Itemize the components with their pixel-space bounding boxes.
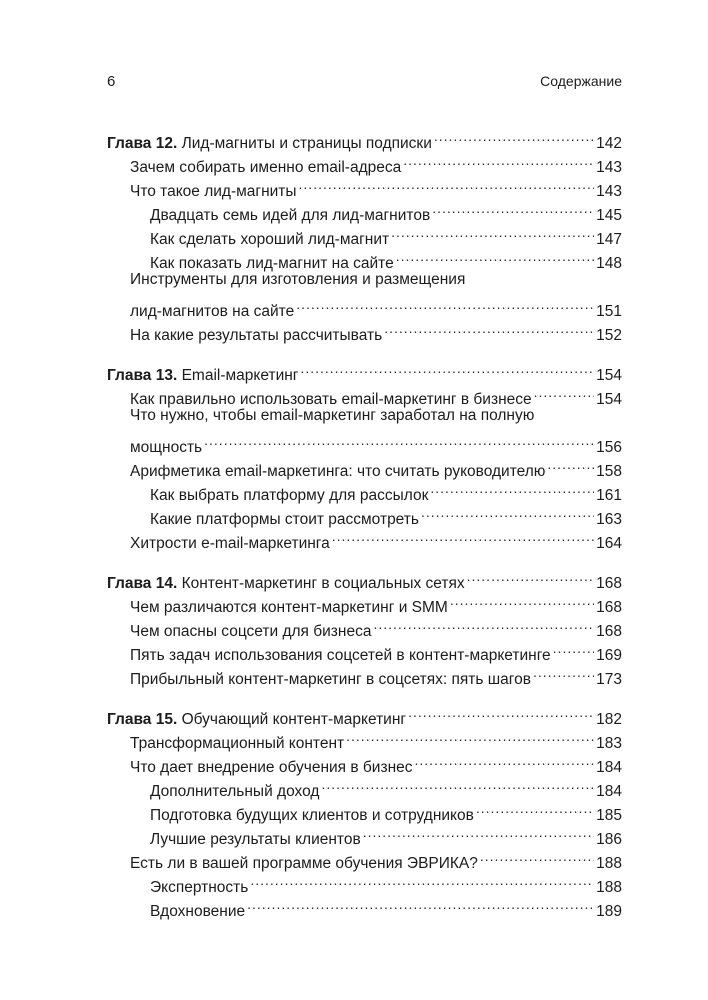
entry-title: Дополнительный доход: [150, 783, 320, 800]
toc-entry[interactable]: [107, 196, 622, 224]
toc-entry[interactable]: [107, 220, 622, 248]
dot-leader: [391, 220, 594, 244]
entry-title: Двадцать семь идей для лид-магнитов: [150, 207, 431, 224]
entry-page-number: 184: [596, 783, 622, 800]
chapter-label: Глава 13.: [107, 367, 178, 384]
entry-title: Есть ли в вашей программе обучения ЭВРИКА?: [130, 855, 478, 872]
toc-entry[interactable]: [107, 868, 622, 896]
dot-leader: [204, 428, 594, 452]
entry-page-number: 168: [596, 623, 622, 640]
entry-page-number: 143: [596, 159, 622, 176]
toc-entry[interactable]: [107, 148, 622, 176]
dot-leader: [434, 124, 594, 148]
dot-leader: [250, 868, 594, 892]
toc-chapter: [107, 124, 622, 344]
chapter-title: Лид-магниты и страницы подписки: [177, 135, 432, 152]
toc-entry[interactable]: [107, 380, 622, 408]
entry-title: Пять задач использования соцсетей в контент-маркетинге: [130, 647, 551, 664]
page-header: [107, 73, 622, 95]
dot-leader: [476, 796, 594, 820]
toc-chapter-heading[interactable]: [107, 356, 622, 384]
toc-entry[interactable]: [107, 524, 622, 552]
entry-page-number: 189: [596, 903, 622, 920]
entry-title: Зачем собирать именно email-адреса: [130, 159, 402, 176]
toc-chapter-heading[interactable]: [107, 564, 622, 592]
entry-page-number: 148: [596, 255, 622, 272]
toc-chapter: [107, 356, 622, 552]
entry-title: мощность: [130, 439, 203, 456]
entry-page-number: 188: [596, 879, 622, 896]
entry-title: Трансформационный контент: [130, 735, 345, 752]
entry-page-number: 147: [596, 231, 622, 248]
toc-entry[interactable]: [107, 452, 622, 480]
dot-leader: [547, 452, 594, 476]
dot-leader: [534, 380, 594, 404]
entry-title: Лучшие результаты клиентов: [150, 831, 361, 848]
toc-entry[interactable]: [107, 844, 622, 872]
entry-title: Что дает внедрение обучения в бизнес: [130, 759, 413, 776]
entry-title: Прибыльный контент-маркетинг в соцсетях: пять шагов: [130, 671, 531, 688]
toc-entry[interactable]: [107, 404, 622, 456]
chapter-title: Контент-маркетинг в социальных сетях: [177, 575, 465, 592]
chapter-title: Email-маркетинг: [177, 367, 299, 384]
dot-leader: [346, 724, 594, 748]
entry-title-line1: Инструменты для изготовления и размещения: [130, 271, 466, 288]
toc-entry[interactable]: [107, 316, 622, 344]
entry-title: Как правильно использовать email-маркетинг в бизнесе: [130, 391, 532, 408]
entry-page-number: 143: [596, 183, 622, 200]
toc-entry[interactable]: [107, 612, 622, 640]
entry-title: Хитрости e-mail-маркетинга: [130, 535, 330, 552]
entry-page-number: 152: [596, 327, 622, 344]
entry-page-number: 169: [596, 647, 622, 664]
entry-page-number: 158: [596, 463, 622, 480]
dot-leader: [450, 588, 594, 612]
entry-title: Как сделать хороший лид-магнит: [150, 231, 390, 248]
toc-entry[interactable]: [107, 772, 622, 800]
chapter-label: Глава 14.: [107, 575, 178, 592]
dot-leader: [408, 700, 594, 724]
dot-leader: [384, 316, 594, 340]
entry-page-number: 151: [596, 303, 622, 320]
dot-leader: [415, 748, 595, 772]
toc-chapter-heading[interactable]: [107, 700, 622, 728]
dot-leader: [247, 892, 594, 916]
entry-page-number: 161: [596, 487, 622, 504]
chapter-page-number: 168: [596, 575, 622, 592]
dot-leader: [421, 500, 594, 524]
toc-entry[interactable]: [107, 724, 622, 752]
dot-leader: [480, 844, 594, 868]
toc-entry[interactable]: [107, 748, 622, 776]
dot-leader: [467, 564, 594, 588]
dot-leader: [430, 476, 594, 500]
entry-page-number: 184: [596, 759, 622, 776]
dot-leader: [363, 820, 594, 844]
dot-leader: [299, 172, 594, 196]
entry-page-number: 188: [596, 855, 622, 872]
toc-entry[interactable]: [107, 476, 622, 504]
dot-leader: [533, 660, 594, 684]
entry-page-number: 173: [596, 671, 622, 688]
toc-entry[interactable]: [107, 796, 622, 824]
dot-leader: [321, 772, 594, 796]
entry-title: Подготовка будущих клиентов и сотрудников: [150, 807, 474, 824]
toc-chapter: [107, 564, 622, 688]
entry-title: Чем различаются контент-маркетинг и SMM: [130, 599, 448, 616]
chapter-page-number: 154: [596, 367, 622, 384]
entry-page-number: 183: [596, 735, 622, 752]
dot-leader: [403, 148, 594, 172]
entry-page-number: 185: [596, 807, 622, 824]
chapter-label: Глава 15.: [107, 711, 178, 728]
toc-entry[interactable]: [107, 820, 622, 848]
dot-leader: [300, 356, 594, 380]
entry-page-number: 163: [596, 511, 622, 528]
entry-title: Какие платформы стоит рассмотреть: [150, 511, 419, 528]
entry-title: На какие результаты рассчитывать: [130, 327, 383, 344]
toc-entry[interactable]: [107, 636, 622, 664]
toc-entry[interactable]: [107, 588, 622, 616]
entry-title: Арифметика email-маркетинга: что считать руководителю: [130, 463, 546, 480]
entry-title: Вдохновение: [150, 903, 246, 920]
table-of-contents: [107, 124, 622, 932]
toc-chapter: [107, 700, 622, 920]
entry-page-number: 145: [596, 207, 622, 224]
toc-entry[interactable]: [107, 892, 622, 920]
entry-title: Как выбрать платформу для рассылок: [150, 487, 429, 504]
toc-chapter-heading[interactable]: [107, 124, 622, 152]
entry-page-number: 154: [596, 391, 622, 408]
running-title: Содержание: [540, 73, 622, 89]
toc-entry[interactable]: [107, 268, 622, 320]
entry-title: Что такое лид-магниты: [130, 183, 297, 200]
entry-page-number: 164: [596, 535, 622, 552]
toc-entry[interactable]: [107, 500, 622, 528]
toc-entry[interactable]: [107, 660, 622, 688]
dot-leader: [296, 292, 594, 316]
chapter-label: Глава 12.: [107, 135, 178, 152]
toc-entry[interactable]: [107, 172, 622, 200]
entry-title-line1: Что нужно, чтобы email-маркетинг заработал на полную: [130, 407, 535, 424]
entry-page-number: 168: [596, 599, 622, 616]
entry-title: Как показать лид-магнит на сайте: [150, 255, 394, 272]
dot-leader: [432, 196, 594, 220]
entry-title: Чем опасны соцсети для бизнеса: [130, 623, 372, 640]
chapter-title: Обучающий контент-маркетинг: [177, 711, 407, 728]
chapter-page-number: 182: [596, 711, 622, 728]
toc-entry[interactable]: [107, 244, 622, 272]
chapter-page-number: 142: [596, 135, 622, 152]
dot-leader: [332, 524, 594, 548]
entry-title: лид-магнитов на сайте: [130, 303, 295, 320]
dot-leader: [396, 244, 594, 268]
page-number: 6: [107, 73, 116, 90]
entry-title: Экспертность: [150, 879, 249, 896]
dot-leader: [553, 636, 594, 660]
entry-page-number: 186: [596, 831, 622, 848]
entry-page-number: 156: [596, 439, 622, 456]
dot-leader: [373, 612, 594, 636]
